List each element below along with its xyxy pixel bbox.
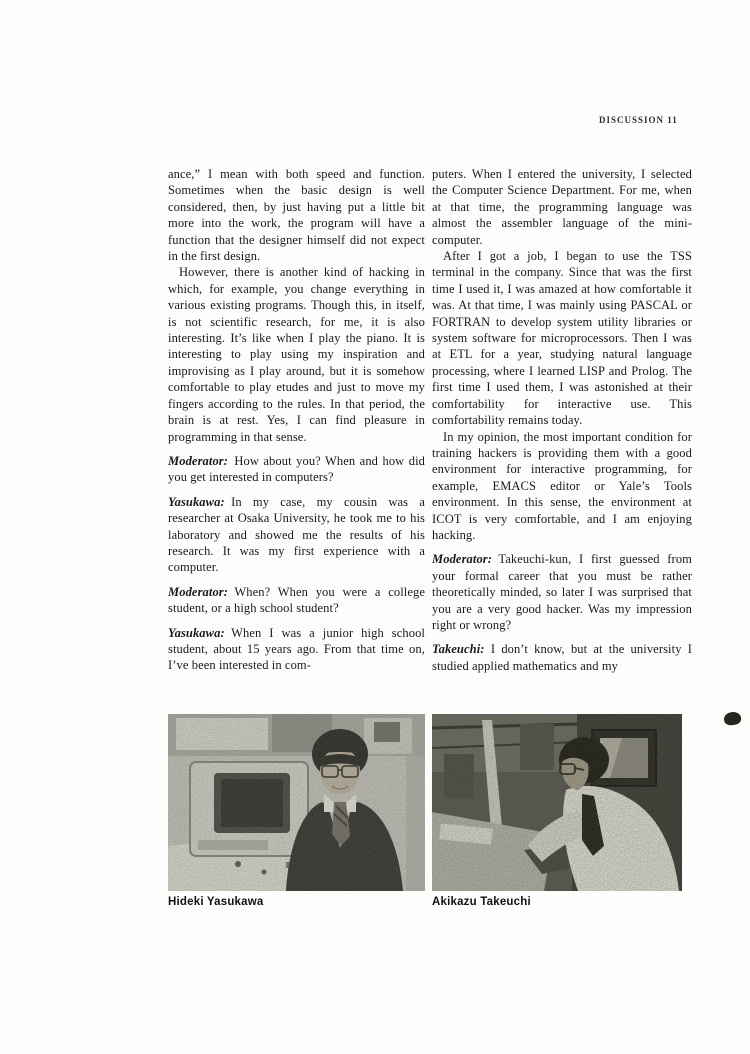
photo-akikazu-takeuchi	[432, 714, 682, 891]
body-paragraph: In my opinion, the most important condition for training hackers is providing them with a good environment for interactive programming, for example, EMACS editor or Yale’s Tools environment. In this sense, the environment at ICOT is very comfortable, and I am enjoying hacking.	[432, 429, 692, 542]
article-body	[168, 166, 692, 674]
text-column-right	[432, 166, 692, 674]
running-head: DISCUSSION 11	[599, 115, 678, 125]
photo-hideki-yasukawa	[168, 714, 425, 891]
speaker-label: Yasukawa:	[168, 625, 225, 640]
dialogue-paragraph: Yasukawa: In my case, my cousin was a researcher at Osaka University, he took me to his laboratory and showed me the results of his research. It was my first experience with a computer.	[168, 494, 425, 575]
body-paragraph: ance,” I mean with both speed and function. Sometimes when the basic design is well considered, then, by just having put a little bit more into the work, the program will have a function that the designer himself did not expect in the first design.	[168, 167, 425, 264]
caption-hideki-yasukawa: Hideki Yasukawa	[168, 896, 264, 908]
speaker-label: Takeuchi:	[432, 642, 485, 657]
speaker-label: Yasukawa:	[168, 494, 225, 509]
body-paragraph: After I got a job, I began to use the TSS terminal in the company. Since that was the first time I used it, I was amazed at how comfortable it was. At that time, I was mainly using PASCAL or FORTRAN to develop system utility libraries or system software for microprocessors. Then I was at ETL for a year, studying natural language processing, where I learned LISP and Prolog. The first time I used them, I was astonished at their comfortability for interactive use. This comfortability remains today.	[432, 249, 692, 428]
ink-smudge	[723, 711, 742, 726]
caption-akikazu-takeuchi: Akikazu Takeuchi	[432, 896, 531, 908]
photo-block-left	[168, 714, 425, 908]
dialogue-paragraph: Moderator: How about you? When and how did you get interested in computers?	[168, 453, 425, 485]
dialogue-paragraph: Moderator: When? When you were a college student, or a high school student?	[168, 584, 425, 616]
body-paragraph: puters. When I entered the university, I selected the Computer Science Department. For me, when at that time, the programming language was almost the assembler language of the mini-computer.	[432, 167, 692, 247]
dialogue-paragraph: Moderator: Takeuchi-kun, I first guessed from your formal career that you must be rather theoretically minded, so later I was surprised that you are a very good hacker. Was my impression right or wrong?	[432, 552, 692, 632]
dialogue-paragraph: Takeuchi: I don’t know, but at the university I studied applied mathematics and my	[432, 642, 692, 673]
speaker-label: Moderator:	[432, 552, 493, 567]
text-column-left	[168, 166, 425, 674]
dialogue-paragraph: Yasukawa: When I was a junior high school student, about 15 years ago. From that time on, I’ve been interested in com-	[168, 625, 425, 673]
body-paragraph: However, there is another kind of hacking in which, for example, you change everything in various existing programs. Though this, in itself, is not scientific research, for me, it is also interesting. It’s like when I play the piano. It is interesting to play using my inspiration and improvising as I play around, but it is somehow comfortable to play etudes and just to move my fingers according to the rules. In that period, the brain is at rest. Yes, I can find pleasure in programming in that sense.	[168, 265, 425, 444]
photo-block-right	[432, 714, 682, 908]
photo-row	[168, 714, 692, 908]
speaker-label: Moderator:	[168, 584, 229, 599]
speaker-label: Moderator:	[168, 453, 229, 468]
